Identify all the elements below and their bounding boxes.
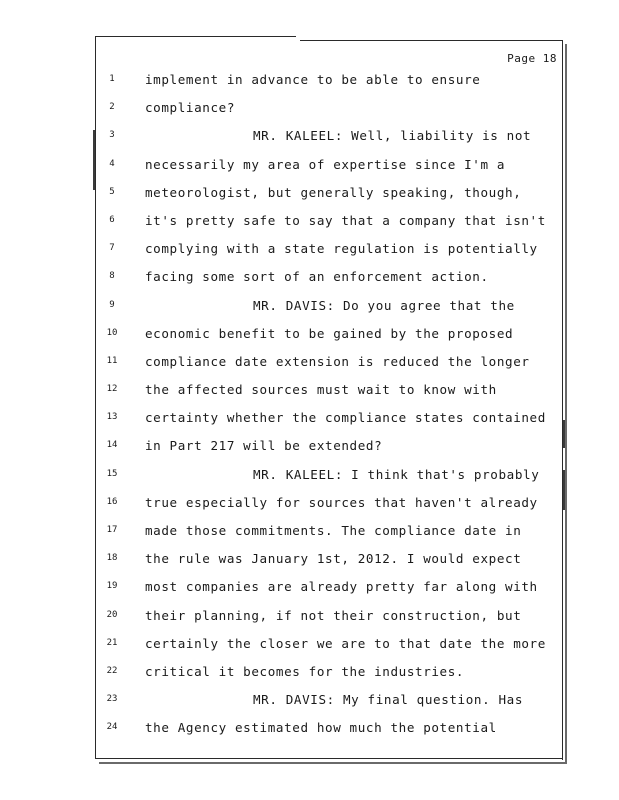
transcript-line — [0, 602, 619, 630]
transcript-line — [0, 545, 619, 573]
line-number: 1 — [109, 74, 115, 84]
line-text: certainly the closer we are to that date the more — [145, 635, 546, 651]
line-text: necessarily my area of expertise since I'm a — [145, 156, 506, 172]
line-number: 13 — [106, 412, 118, 423]
line-text: compliance date extension is reduced the longer — [145, 353, 530, 369]
line-number: 15 — [106, 468, 118, 479]
frame-bottom-shadow — [99, 762, 565, 764]
transcript-line — [0, 122, 619, 150]
transcript-line — [0, 461, 619, 489]
transcript-line — [0, 630, 619, 658]
line-number: 17 — [106, 525, 118, 535]
page-number: Page 18 — [507, 52, 557, 65]
line-text: complying with a state regulation is potentially — [145, 241, 538, 257]
line-number: 8 — [109, 271, 115, 282]
line-text: the rule was January 1st, 2012. I would expect — [145, 551, 522, 567]
frame-top-rule — [96, 36, 296, 37]
line-text: MR. KALEEL: Well, liability is not — [253, 128, 532, 144]
line-number: 9 — [109, 299, 115, 310]
line-number: 2 — [109, 102, 115, 113]
line-text: meteorologist, but generally speaking, though, — [145, 184, 522, 200]
transcript-line — [0, 151, 619, 179]
transcript-line — [0, 179, 619, 207]
transcript-line — [0, 658, 619, 686]
line-text: compliance? — [145, 100, 236, 116]
transcript-line — [0, 517, 619, 545]
frame-bottom-rule — [95, 758, 563, 759]
line-text: MR. DAVIS: Do you agree that the — [253, 297, 515, 313]
line-number: 20 — [106, 609, 118, 620]
transcript-line — [0, 404, 619, 432]
line-text: most companies are already pretty far along with — [145, 579, 538, 595]
frame-top-rule-right — [300, 40, 563, 41]
line-text: made those commitments. The compliance date in — [145, 523, 522, 538]
line-number: 7 — [109, 243, 115, 254]
transcript-line — [0, 66, 619, 94]
line-text: economic benefit to be gained by the proposed — [145, 325, 514, 341]
line-text: certainty whether the compliance states contained — [145, 410, 546, 426]
transcript-line — [0, 320, 619, 348]
transcript-line — [0, 207, 619, 235]
line-number: 6 — [109, 214, 115, 225]
line-number: 12 — [106, 384, 118, 395]
line-number: 4 — [109, 158, 115, 169]
transcript-line — [0, 489, 619, 517]
transcript-line — [0, 348, 619, 376]
line-number: 11 — [106, 355, 118, 366]
line-number: 23 — [106, 694, 118, 705]
transcript-line — [0, 376, 619, 404]
line-text: critical it becomes for the industries. — [145, 663, 465, 679]
line-text: MR. DAVIS: My final question. Has — [253, 692, 524, 708]
line-text: facing some sort of an enforcement action. — [145, 269, 489, 285]
transcript-line — [0, 94, 619, 122]
line-text: their planning, if not their construction, but — [145, 607, 522, 623]
transcript-line — [0, 432, 619, 460]
transcript-line — [0, 573, 619, 601]
line-number: 22 — [106, 665, 118, 676]
line-number: 3 — [109, 130, 115, 141]
line-text: implement in advance to be able to ensure — [145, 72, 481, 87]
transcript-line — [0, 714, 619, 742]
line-text: MR. KALEEL: I think that's probably — [253, 466, 540, 482]
line-number: 10 — [106, 327, 118, 338]
transcript-line — [0, 263, 619, 291]
line-number: 19 — [106, 581, 118, 592]
transcript-line — [0, 292, 619, 320]
line-text: the Agency estimated how much the potential — [145, 720, 497, 736]
transcript-line — [0, 686, 619, 714]
line-text: it's pretty safe to say that a company that isn't — [145, 212, 546, 228]
line-number: 18 — [106, 553, 118, 564]
line-number: 14 — [106, 440, 118, 451]
line-number: 21 — [106, 637, 118, 648]
line-text: the affected sources must wait to know with — [145, 382, 497, 398]
line-number: 5 — [109, 186, 115, 197]
transcript-lines — [0, 66, 619, 743]
line-text: in Part 217 will be extended? — [145, 438, 383, 454]
line-text: true especially for sources that haven't already — [145, 494, 538, 510]
transcript-line — [0, 235, 619, 263]
line-number: 16 — [106, 496, 118, 507]
line-number: 24 — [106, 722, 118, 733]
